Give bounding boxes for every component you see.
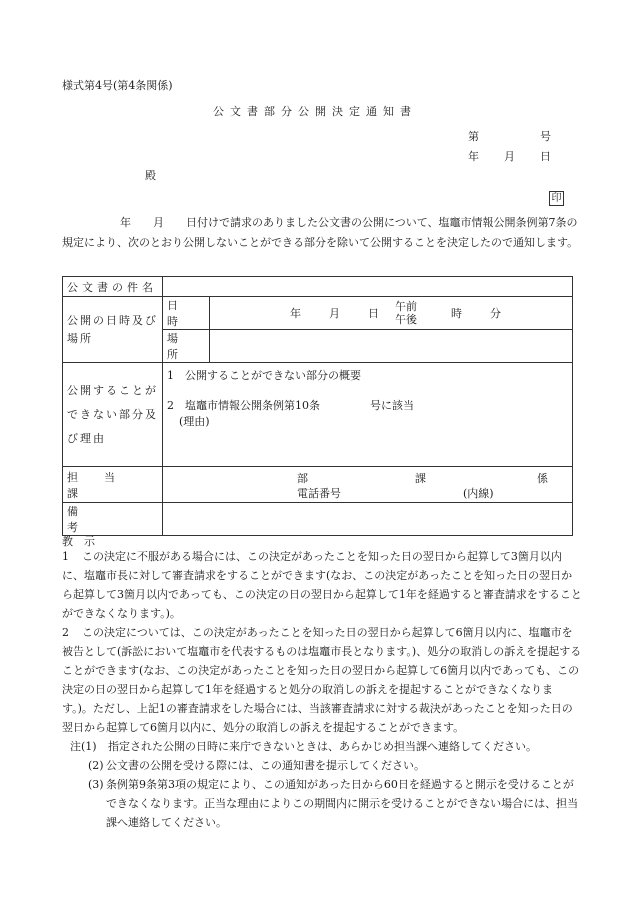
form-number: 様式第4号(第4条関係) bbox=[62, 79, 173, 92]
table-row bbox=[63, 297, 573, 330]
place-value bbox=[210, 330, 573, 363]
datetime-value bbox=[210, 297, 573, 330]
nondisclosure-item2: 2 塩竈市情報公開条例第10条 bbox=[167, 399, 320, 412]
nondisclosure-label bbox=[63, 363, 163, 467]
dt-day: 日 bbox=[368, 307, 379, 320]
instruction-heading: 教 示 bbox=[62, 535, 95, 548]
datetime-place-label bbox=[63, 297, 163, 363]
datetime-place-label-text: 公開の日時及び場所 bbox=[67, 313, 158, 345]
dt-hour: 時 bbox=[451, 307, 462, 320]
datetime-label-text: 日時 bbox=[167, 299, 188, 328]
seal-stamp: 印 bbox=[549, 191, 564, 206]
doc-name-value bbox=[163, 277, 573, 297]
body-text-part2: 第7条の規定により、次のとおり公開しないことができる部分を除いて公開することを決定したので通知します。 bbox=[62, 216, 579, 249]
date-day: 日 bbox=[540, 150, 551, 163]
staff-kakari: 係 bbox=[537, 471, 548, 485]
body-year: 年 bbox=[120, 216, 131, 229]
document-title: 公文書部分公開決定通知書 bbox=[213, 105, 417, 118]
gogo: 午後 bbox=[395, 313, 417, 326]
nondisclosure-item2-suffix: 号に該当 bbox=[370, 399, 414, 412]
instruction-notes bbox=[62, 547, 582, 832]
nondisclosure-value bbox=[163, 363, 573, 467]
remarks-label-text: 備考 bbox=[67, 505, 134, 534]
table-row bbox=[63, 277, 573, 297]
instruction-item-1-text: この決定に不服がある場合には、この決定があったことを知った日の翌日から起算して3箇月以内に、塩竈市長に対して審査請求をすることができます(なお、この決定があったことを知った日の翌日から起算して3箇月以内であっても、この決定の日の翌日から起算して1年を経過すると審査請求をすることができなくなります。)。 bbox=[62, 550, 582, 620]
datetime-label bbox=[163, 297, 210, 330]
instruction-item-2-num: 2 bbox=[62, 626, 69, 639]
staff-label-chars: 担当課 bbox=[67, 470, 141, 500]
staff-label-text bbox=[67, 469, 158, 501]
body-month: 月 bbox=[153, 216, 164, 229]
note-3-text: 条例第9条第3項の規定により、この通知があった日から60日を経過すると開示を受けることができなくなります。正当な理由によりこの期間内に開示を受けることができない場合には、担当課へ連絡してください。 bbox=[106, 778, 579, 829]
instruction-item-1-num: 1 bbox=[62, 550, 69, 563]
addressee: 殿 bbox=[145, 169, 156, 182]
staff-ka: 課 bbox=[415, 471, 426, 485]
note-3-label: (3) bbox=[88, 778, 104, 791]
note-2-text: 公文書の公開を受ける際には、この通知書を提示してください。 bbox=[106, 759, 425, 772]
phone-label: 電話番号 bbox=[297, 486, 341, 500]
am-pm-choice bbox=[395, 300, 417, 326]
table-row bbox=[63, 363, 573, 467]
dt-month: 月 bbox=[329, 307, 340, 320]
note-2-label: (2) bbox=[88, 759, 104, 772]
disclosure-table bbox=[62, 276, 573, 536]
note-2 bbox=[62, 756, 582, 775]
staff-bu: 部 bbox=[297, 471, 308, 485]
instruction-item-2 bbox=[62, 623, 582, 737]
number-dai: 第 bbox=[468, 130, 479, 143]
place-label-text: 場所 bbox=[167, 332, 188, 361]
note-1-text: 指定された公開の日時に来庁できないときは、あらかじめ担当課へ連絡してください。 bbox=[108, 740, 537, 753]
gozen: 午前 bbox=[395, 300, 417, 313]
staff-value bbox=[163, 467, 573, 503]
dt-year: 年 bbox=[290, 307, 301, 320]
doc-name-label-text: 公文書の件名 bbox=[67, 280, 157, 294]
remarks-label bbox=[63, 503, 163, 536]
instruction-item-1 bbox=[62, 547, 582, 623]
note-1 bbox=[62, 737, 582, 756]
staff-label bbox=[63, 467, 163, 503]
date-month: 月 bbox=[504, 150, 515, 163]
dt-minute: 分 bbox=[490, 307, 501, 320]
instruction-item-2-text: この決定については、この決定があったことを知った日の翌日から起算して6箇月以内に、塩竈市を被告として(訴訟において塩竈市を代表するものは塩竈市長となります。)、処分の取消しの訴えを提起することができます(なお、この決定があったことを知った日の翌日から起算して6箇月以内であっても、この決定の日の翌日から起算して1年を経過すると処分の取消しの訴えを提起することができなくなります。)。ただし、上記1の審査請求をした場合には、当該審査請求に対する裁決があったことを知った日の翌日から起算して6箇月以内に、処分の取消しの訴えを提起することができます。 bbox=[62, 626, 582, 734]
remarks-value bbox=[163, 503, 573, 536]
number-go: 号 bbox=[540, 130, 551, 143]
nondisclosure-label-text: 公開することができない部分及び理由 bbox=[67, 383, 158, 445]
doc-name-label bbox=[63, 277, 163, 297]
date-year: 年 bbox=[468, 150, 479, 163]
note-1-label: 注(1) bbox=[70, 740, 97, 753]
note-3 bbox=[62, 775, 582, 832]
extension-label: (内線) bbox=[463, 486, 494, 500]
table-row bbox=[63, 467, 573, 503]
nondisclosure-item2-line bbox=[167, 397, 568, 413]
body-paragraph bbox=[62, 213, 582, 253]
nondisclosure-item1: 1 公開することができない部分の概要 bbox=[167, 369, 361, 382]
reason-label: (理由) bbox=[179, 415, 210, 428]
table-row bbox=[63, 503, 573, 536]
body-text-part1: 日付けで請求のありました公文書の公開について、塩竈市情報公開条例 bbox=[186, 216, 538, 229]
place-label bbox=[163, 330, 210, 363]
